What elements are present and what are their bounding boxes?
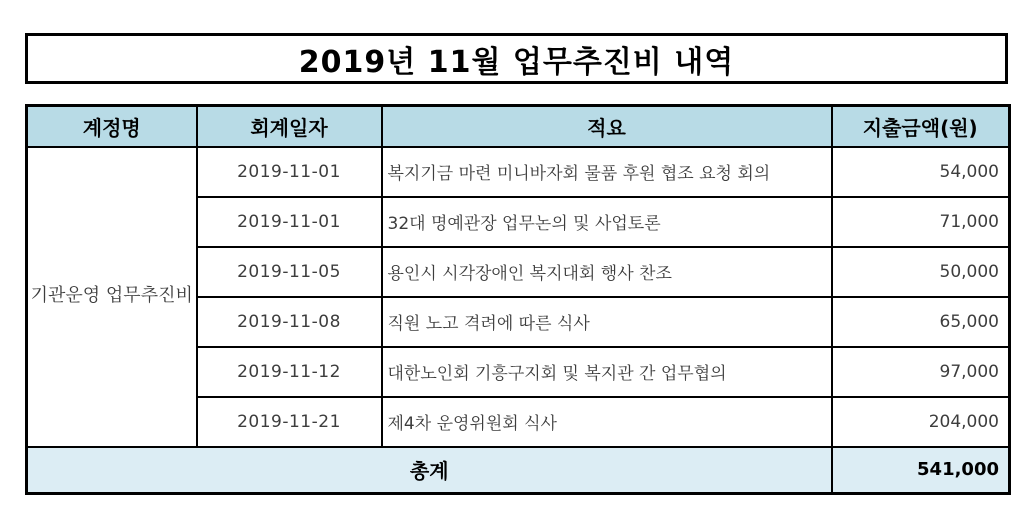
amount-cell: 54,000 bbox=[832, 147, 1010, 197]
table-row bbox=[27, 147, 1010, 197]
date-cell: 2019-11-01 bbox=[197, 197, 382, 247]
description-cell: 직원 노고 격려에 따른 식사 bbox=[382, 297, 832, 347]
table-header-row bbox=[27, 106, 1010, 147]
description-cell: 대한노인회 기흥구지회 및 복지관 간 업무협의 bbox=[382, 347, 832, 397]
column-header-account: 계정명 bbox=[27, 106, 197, 147]
expense-table bbox=[25, 104, 1011, 495]
description-cell: 제4차 운영위원회 식사 bbox=[382, 397, 832, 447]
amount-cell: 50,000 bbox=[832, 247, 1010, 297]
date-cell: 2019-11-12 bbox=[197, 347, 382, 397]
description-cell: 32대 명예관장 업무논의 및 사업토론 bbox=[382, 197, 832, 247]
total-row bbox=[27, 447, 1010, 494]
amount-cell: 71,000 bbox=[832, 197, 1010, 247]
date-cell: 2019-11-08 bbox=[197, 297, 382, 347]
date-cell: 2019-11-05 bbox=[197, 247, 382, 297]
amount-cell: 204,000 bbox=[832, 397, 1010, 447]
account-name-cell: 기관운영 업무추진비 bbox=[27, 147, 197, 447]
total-label: 총계 bbox=[27, 447, 832, 494]
amount-cell: 65,000 bbox=[832, 297, 1010, 347]
report-title-box bbox=[25, 33, 1008, 84]
column-header-date: 회계일자 bbox=[197, 106, 382, 147]
date-cell: 2019-11-01 bbox=[197, 147, 382, 197]
description-cell: 용인시 시각장애인 복지대회 행사 찬조 bbox=[382, 247, 832, 297]
column-header-description: 적요 bbox=[382, 106, 832, 147]
total-amount: 541,000 bbox=[832, 447, 1010, 494]
column-header-amount: 지출금액(원) bbox=[832, 106, 1010, 147]
description-cell: 복지기금 마련 미니바자회 물품 후원 협조 요청 회의 bbox=[382, 147, 832, 197]
amount-cell: 97,000 bbox=[832, 347, 1010, 397]
date-cell: 2019-11-21 bbox=[197, 397, 382, 447]
page-title: 2019년 11월 업무추진비 내역 bbox=[298, 44, 735, 80]
